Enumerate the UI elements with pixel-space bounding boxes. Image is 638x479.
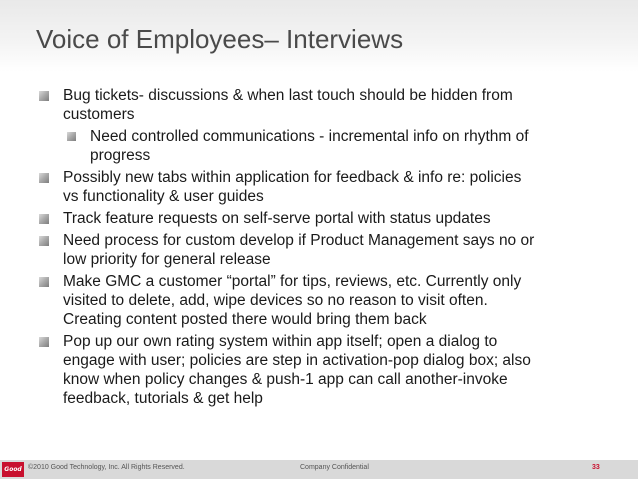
bullet-item	[63, 168, 538, 206]
square-bullet-icon	[67, 132, 76, 141]
copyright-text: ©2010 Good Technology, Inc. All Rights Reserved.	[28, 464, 185, 471]
sub-bullet-item	[90, 127, 550, 165]
title-band	[0, 0, 638, 72]
bullet-text: Track feature requests on self-serve portal with status updates	[63, 210, 491, 227]
bullet-item	[63, 231, 538, 269]
square-bullet-icon	[39, 214, 49, 224]
bullet-text: Need process for custom develop if Product Management says no or low priority for general release	[63, 232, 535, 268]
bullet-item	[63, 209, 538, 228]
confidential-label: Company Confidential	[300, 464, 369, 471]
bullet-text: Pop up our own rating system within app itself; open a dialog to engage with user; policies are step in activation-pop dialog box; also know when policy changes & push-1 app can call another-invoke feedback, tutorials & get help	[63, 333, 531, 407]
bullet-text: Possibly new tabs within application for feedback & info re: policies vs functionality & user guides	[63, 169, 522, 205]
bullet-text: Make GMC a customer “portal” for tips, reviews, etc. Currently only visited to delete, add, wipe devices so no reason to visit often. Creating content posted there would bring them back	[63, 273, 522, 328]
square-bullet-icon	[39, 236, 49, 246]
bullet-item	[63, 332, 538, 408]
bullet-item	[63, 272, 538, 329]
page-number: 33	[592, 464, 600, 471]
bullet-list	[0, 86, 638, 411]
slide-title: Voice of Employees– Interviews	[36, 24, 404, 54]
good-logo: Good	[2, 462, 24, 477]
square-bullet-icon	[39, 337, 49, 347]
bullet-text: Bug tickets- discussions & when last touch should be hidden from customers	[63, 87, 513, 123]
bullet-text: Need controlled communications - incremental info on rhythm of progress	[90, 128, 529, 164]
square-bullet-icon	[39, 91, 49, 101]
square-bullet-icon	[39, 277, 49, 287]
bullet-item	[63, 86, 538, 124]
square-bullet-icon	[39, 173, 49, 183]
slide-footer	[0, 460, 638, 479]
